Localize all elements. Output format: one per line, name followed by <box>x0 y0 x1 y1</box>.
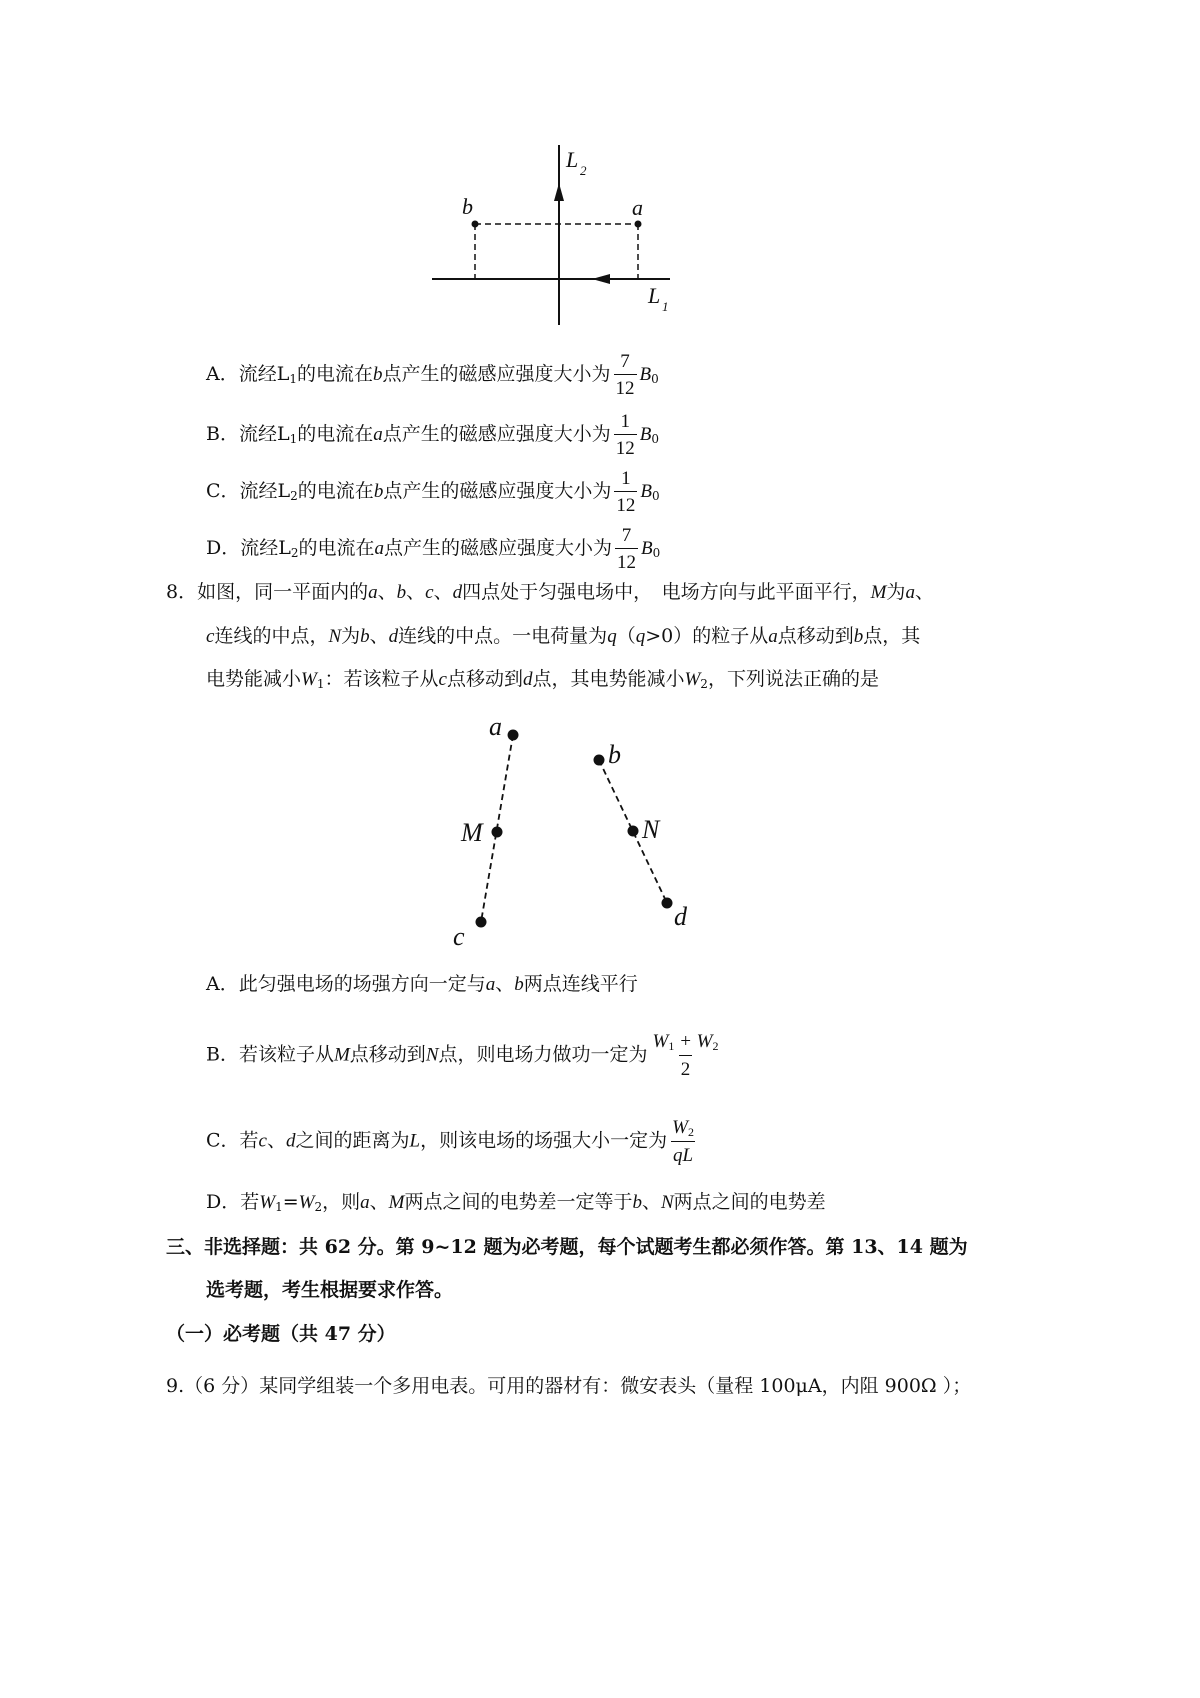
t: 两点之间的电势差 <box>673 1191 826 1213</box>
section-3-line2: 选考题，考生根据要求作答。 <box>206 1279 454 1301</box>
t: c <box>258 1130 267 1152</box>
t: 点移动到 <box>349 1043 426 1066</box>
t: b <box>396 582 407 603</box>
t: 点，其 <box>863 625 921 647</box>
label-l1: L <box>648 283 661 308</box>
label-c: c <box>453 922 465 951</box>
t: c <box>206 626 215 647</box>
t: N <box>660 1192 674 1213</box>
arrow-up-icon <box>554 183 564 201</box>
t: q <box>607 626 617 647</box>
t: a <box>485 974 496 995</box>
t: a <box>368 582 378 603</box>
q7-option-b <box>206 412 659 458</box>
t: = <box>282 1191 299 1213</box>
t: >0）的粒子从 <box>645 625 769 647</box>
q8-stem-line3 <box>206 670 879 690</box>
t: d <box>388 626 399 647</box>
fraction <box>614 469 637 515</box>
numerator: 7 <box>620 351 630 372</box>
q8-stem-line1 <box>166 583 934 602</box>
arrow-left-icon <box>592 274 610 284</box>
t: C．若 <box>206 1129 259 1152</box>
sub: 0 <box>651 372 659 386</box>
fraction <box>615 526 638 572</box>
sub: 2 <box>700 677 708 691</box>
t: 、 <box>406 581 426 603</box>
text: 的电流在 <box>298 537 375 559</box>
t: a <box>905 582 915 603</box>
text: B．流经L <box>206 423 290 445</box>
numerator <box>670 1118 696 1141</box>
t: 为 <box>341 625 361 647</box>
text: 的电流在 <box>296 363 373 385</box>
t: ，则该电场的场强大小一定为 <box>420 1129 668 1152</box>
t: 为 <box>886 581 906 603</box>
q8-option-c <box>206 1118 699 1165</box>
point-m <box>492 827 503 838</box>
label-l2-sub: 2 <box>580 163 587 178</box>
point-d <box>662 898 673 909</box>
wire-figure <box>420 135 690 335</box>
t: ，下列说法正确的是 <box>707 668 879 690</box>
t: L <box>409 1130 421 1152</box>
t: W <box>259 1192 276 1213</box>
t: b <box>632 1192 642 1213</box>
q7-option-d <box>206 526 660 572</box>
t: W <box>652 1031 669 1052</box>
label-d: d <box>674 902 687 931</box>
denominator: 12 <box>614 374 637 398</box>
point: b <box>373 481 384 502</box>
t: + W <box>674 1031 713 1052</box>
text: 点产生的磁感应强度大小为 <box>382 423 611 445</box>
points-figure <box>440 705 720 965</box>
fraction <box>614 352 637 398</box>
q7-option-a <box>206 352 659 398</box>
q8-stem-line2 <box>206 627 920 646</box>
t: q <box>635 626 646 647</box>
sub: 2 <box>712 1039 719 1053</box>
point-c <box>476 917 487 928</box>
sub: 0 <box>651 432 660 446</box>
text: 点产生的磁感应强度大小为 <box>383 480 612 502</box>
fraction <box>670 1118 696 1165</box>
t: 、 <box>369 625 389 647</box>
t: D．若 <box>206 1191 260 1213</box>
point-a <box>635 221 642 228</box>
denominator: 12 <box>614 491 637 515</box>
text: 的电流在 <box>297 423 374 445</box>
text: 的电流在 <box>297 480 374 502</box>
text: A．流经L <box>206 363 290 385</box>
t: 之间的距离为 <box>295 1129 410 1152</box>
fraction <box>614 412 637 458</box>
sub: 1 <box>316 677 325 691</box>
t: 、 <box>377 581 397 603</box>
numerator: 1 <box>621 468 631 489</box>
sub: 2 <box>314 1200 323 1214</box>
t: M <box>870 582 887 603</box>
label-l1-sub: 1 <box>662 299 669 314</box>
t: 两点连线平行 <box>523 973 638 995</box>
q7-option-c <box>206 469 660 515</box>
t: 四点处于匀强电场中， 电场方向与此平面平行， <box>462 581 871 603</box>
label-b: b <box>608 740 621 769</box>
t: N <box>328 626 342 647</box>
label-b: b <box>462 194 473 219</box>
q8-option-d <box>206 1193 826 1213</box>
t: 、 <box>433 581 453 603</box>
t: W <box>672 1117 688 1138</box>
t: c <box>438 669 447 690</box>
denominator: 12 <box>615 548 638 572</box>
sub: 2 <box>687 1125 694 1139</box>
b0: B <box>640 481 652 502</box>
sub: 2 <box>290 546 299 560</box>
t: 点移动到 <box>446 668 523 690</box>
t: b <box>514 974 524 995</box>
t: 、 <box>495 973 515 995</box>
t: M <box>388 1192 405 1213</box>
t: d <box>452 582 463 603</box>
t: a <box>360 1192 370 1213</box>
point-b <box>472 221 479 228</box>
t: 、 <box>266 1129 286 1152</box>
denominator: 2 <box>679 1055 693 1079</box>
t: 连线的中点。一电荷量为 <box>398 625 608 647</box>
q9-stem: 9.（6 分）某同学组装一个多用电表。可用的器材有：微安表头（量程 100μA，内阻 900Ω ）； <box>166 1375 972 1397</box>
t: 8．如图，同一平面内的 <box>166 581 369 603</box>
t: W <box>298 1192 315 1213</box>
b0: B <box>641 538 653 559</box>
text: D．流经L <box>206 537 291 559</box>
t: 连线的中点， <box>214 625 329 647</box>
t: 点，则电场力做功一定为 <box>438 1043 648 1066</box>
t: 点移动到 <box>777 625 854 647</box>
text: 点产生的磁感应强度大小为 <box>384 537 613 559</box>
t: A．此匀强电场的场强方向一定与 <box>206 973 486 995</box>
t: ：若该粒子从 <box>324 668 439 690</box>
denominator: qL <box>671 1141 695 1165</box>
numerator <box>651 1032 721 1055</box>
numerator: 1 <box>620 411 631 432</box>
t: d <box>522 669 533 690</box>
label-l2: L <box>566 147 579 172</box>
q8-option-b <box>206 1032 724 1079</box>
point: b <box>373 364 383 385</box>
point-b <box>594 755 605 766</box>
numerator: 7 <box>621 525 632 546</box>
t: M <box>333 1044 350 1066</box>
t: d <box>286 1130 296 1152</box>
b0: B <box>639 364 652 385</box>
sub: 2 <box>290 489 298 503</box>
t: ，则 <box>322 1191 361 1213</box>
t: a <box>768 626 778 647</box>
sub: 1 <box>289 372 297 386</box>
sub: 1 <box>289 432 298 446</box>
text: 点产生的磁感应强度大小为 <box>382 363 611 385</box>
point-a <box>508 730 519 741</box>
sub: 1 <box>275 1200 283 1214</box>
t: W <box>684 669 701 690</box>
t: 电势能减小 <box>206 668 302 690</box>
sub: 0 <box>652 546 661 560</box>
label-a: a <box>489 712 502 741</box>
fraction <box>651 1032 721 1079</box>
t: b <box>853 626 864 647</box>
point: a <box>374 538 385 559</box>
label-n: N <box>642 815 660 844</box>
t: b <box>360 626 370 647</box>
t: 、 <box>914 581 934 603</box>
t: 点，其电势能减小 <box>532 668 685 690</box>
t: 、 <box>369 1191 389 1213</box>
label-m: M <box>461 818 483 847</box>
denominator: 12 <box>614 434 637 458</box>
t: B．若该粒子从 <box>206 1043 334 1066</box>
q8-option-a <box>206 975 638 994</box>
t: W <box>301 669 317 690</box>
subsection-heading: （一）必考题（共 47 分） <box>166 1323 396 1345</box>
t: 、 <box>641 1191 661 1213</box>
t: N <box>425 1044 439 1066</box>
sub: 0 <box>651 489 660 503</box>
point: a <box>373 424 383 445</box>
t: （ <box>616 625 636 647</box>
section-3-line1: 三、非选择题：共 62 分。第 9~12 题为必考题，每个试题考生都必须作答。第 13、14 题为 <box>166 1236 968 1258</box>
b0: B <box>639 424 652 445</box>
text: C．流经L <box>206 480 291 502</box>
t: 两点之间的电势差一定等于 <box>404 1191 633 1213</box>
label-a: a <box>632 195 643 220</box>
point-n <box>628 826 639 837</box>
sub: 1 <box>668 1039 675 1053</box>
t: c <box>425 582 434 603</box>
